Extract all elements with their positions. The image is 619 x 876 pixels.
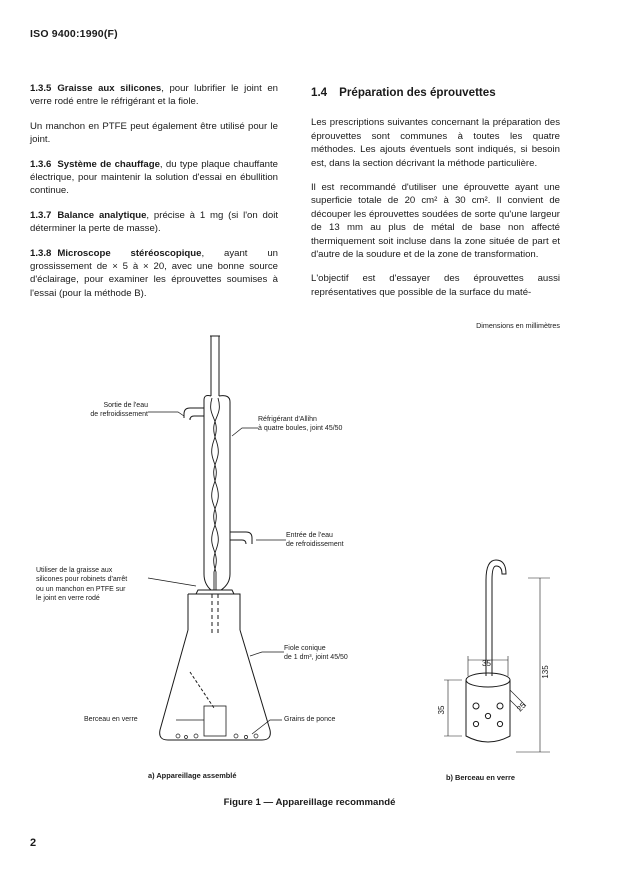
label-line: Entrée de l'eau xyxy=(286,532,333,539)
condenser-bulbs xyxy=(211,398,220,590)
dimensions-note: Dimensions en millimètres xyxy=(476,321,560,330)
label-berceau: Berceau en verre xyxy=(84,716,138,723)
label-sortie-eau xyxy=(60,401,148,420)
label-line: Réfrigérant d'Allihn xyxy=(258,416,317,423)
label-line: de 1 dm³, joint 45/50 xyxy=(284,654,348,662)
paragraph: Les prescriptions suivantes concernant la préparation des éprouvettes sont communes à toutes les quatre méthodes. Les ajouts éventuels sont indiqués, si besoin est, dans la section décrivant la méthode particulière. xyxy=(311,117,560,169)
label-line: Sortie de l'eau xyxy=(103,402,148,409)
clause-text: Un manchon en PTFE peut également être utilisé pour le joint. xyxy=(30,120,278,146)
page-number: 2 xyxy=(30,837,37,849)
ground-joint xyxy=(196,590,234,594)
cradle-rim xyxy=(466,673,510,687)
clause-text: , du type plaque chauffante électrique, pour maintenir la solution d'essai en ébullition continue. xyxy=(30,158,278,197)
dim-35-height: 35 xyxy=(437,705,446,715)
paragraph: Il est recommandé d'utiliser une éprouvette ayant une superficie totale de 20 cm² à 30 cm². Il convient de découper les éprouvettes soudées de sorte qu'une largeur de 13 mm au plus de métal de base non affecté thermiquement soit incluse dans la zone située de part et d'autre de la soudure et de la zone de transformation. xyxy=(311,182,560,261)
clause-term: Microscope stéréoscopique xyxy=(57,247,202,259)
label-entree-eau xyxy=(286,531,344,550)
label-line: silicones pour robinets d'arrêt xyxy=(36,576,128,584)
cradle-body xyxy=(466,680,510,742)
label-fiole xyxy=(284,644,348,663)
label-line: à quatre boules, joint 45/50 xyxy=(258,425,343,433)
clause-term: Graisse aux silicones xyxy=(57,83,162,94)
dim-25: 25 xyxy=(515,700,528,714)
cradle-holes xyxy=(473,703,503,727)
clause-number: 1.3.7 xyxy=(30,209,52,221)
figure-caption: Figure 1 — Appareillage recommandé xyxy=(223,797,396,808)
caption-b: b) Berceau en verre xyxy=(446,773,516,782)
clause-number: 1.3.5 xyxy=(30,83,52,94)
label-grains: Grains de ponce xyxy=(284,716,336,723)
section-number: 1.4 xyxy=(311,86,328,99)
document-header: ISO 9400:1990(F) xyxy=(30,28,118,40)
glass-cradle xyxy=(204,706,226,736)
paragraph: L'objectif est d'essayer des éprouvettes aussi représentatives que possible de la surface du maté- xyxy=(311,273,560,298)
glass-cradle-detail xyxy=(444,560,550,752)
condenser-jacket xyxy=(204,396,230,591)
label-line: ou un manchon en PTFE sur xyxy=(36,585,126,593)
clause-text: , ayant un grossissement de × 5 à × 20, avec une bonne source d'éclairage, pour examiner les éprouvettes soumises à l'essai (pour la méthode B). xyxy=(30,247,279,299)
caption-a: a) Appareillage assemblé xyxy=(148,771,237,780)
water-inlet-tube xyxy=(230,532,252,544)
conical-flask xyxy=(160,630,271,740)
water-outlet-tube xyxy=(184,408,204,420)
clause-number: 1.3.8 xyxy=(30,247,52,259)
label-line: le joint en verre rodé xyxy=(36,595,100,603)
clause-term: Balance analytique xyxy=(57,209,147,221)
flask-neck xyxy=(188,594,240,630)
label-line: Utiliser de la graisse aux xyxy=(36,567,113,574)
label-line: Fiole conique xyxy=(284,645,326,652)
clause-term: Système de chauffage xyxy=(57,158,160,170)
label-line: de refroidissement xyxy=(286,541,344,549)
clause-text: , pour lubrifier le joint en verre rodé entre le réfrigérant et la fiole. xyxy=(30,83,278,108)
section-heading: Préparation des éprouvettes xyxy=(339,86,496,99)
condenser-top-tube xyxy=(210,336,220,396)
dim-135: 135 xyxy=(541,665,550,679)
clause-number: 1.3.6 xyxy=(30,158,52,170)
label-refrigerant xyxy=(258,415,342,434)
label-graisse xyxy=(36,566,148,604)
clause-text: , précise à 1 mg (si l'on doit déterminer la perte de masse). xyxy=(30,209,278,235)
dim-35-width: 35 xyxy=(482,659,491,668)
label-line: de refroidissement xyxy=(90,411,148,419)
